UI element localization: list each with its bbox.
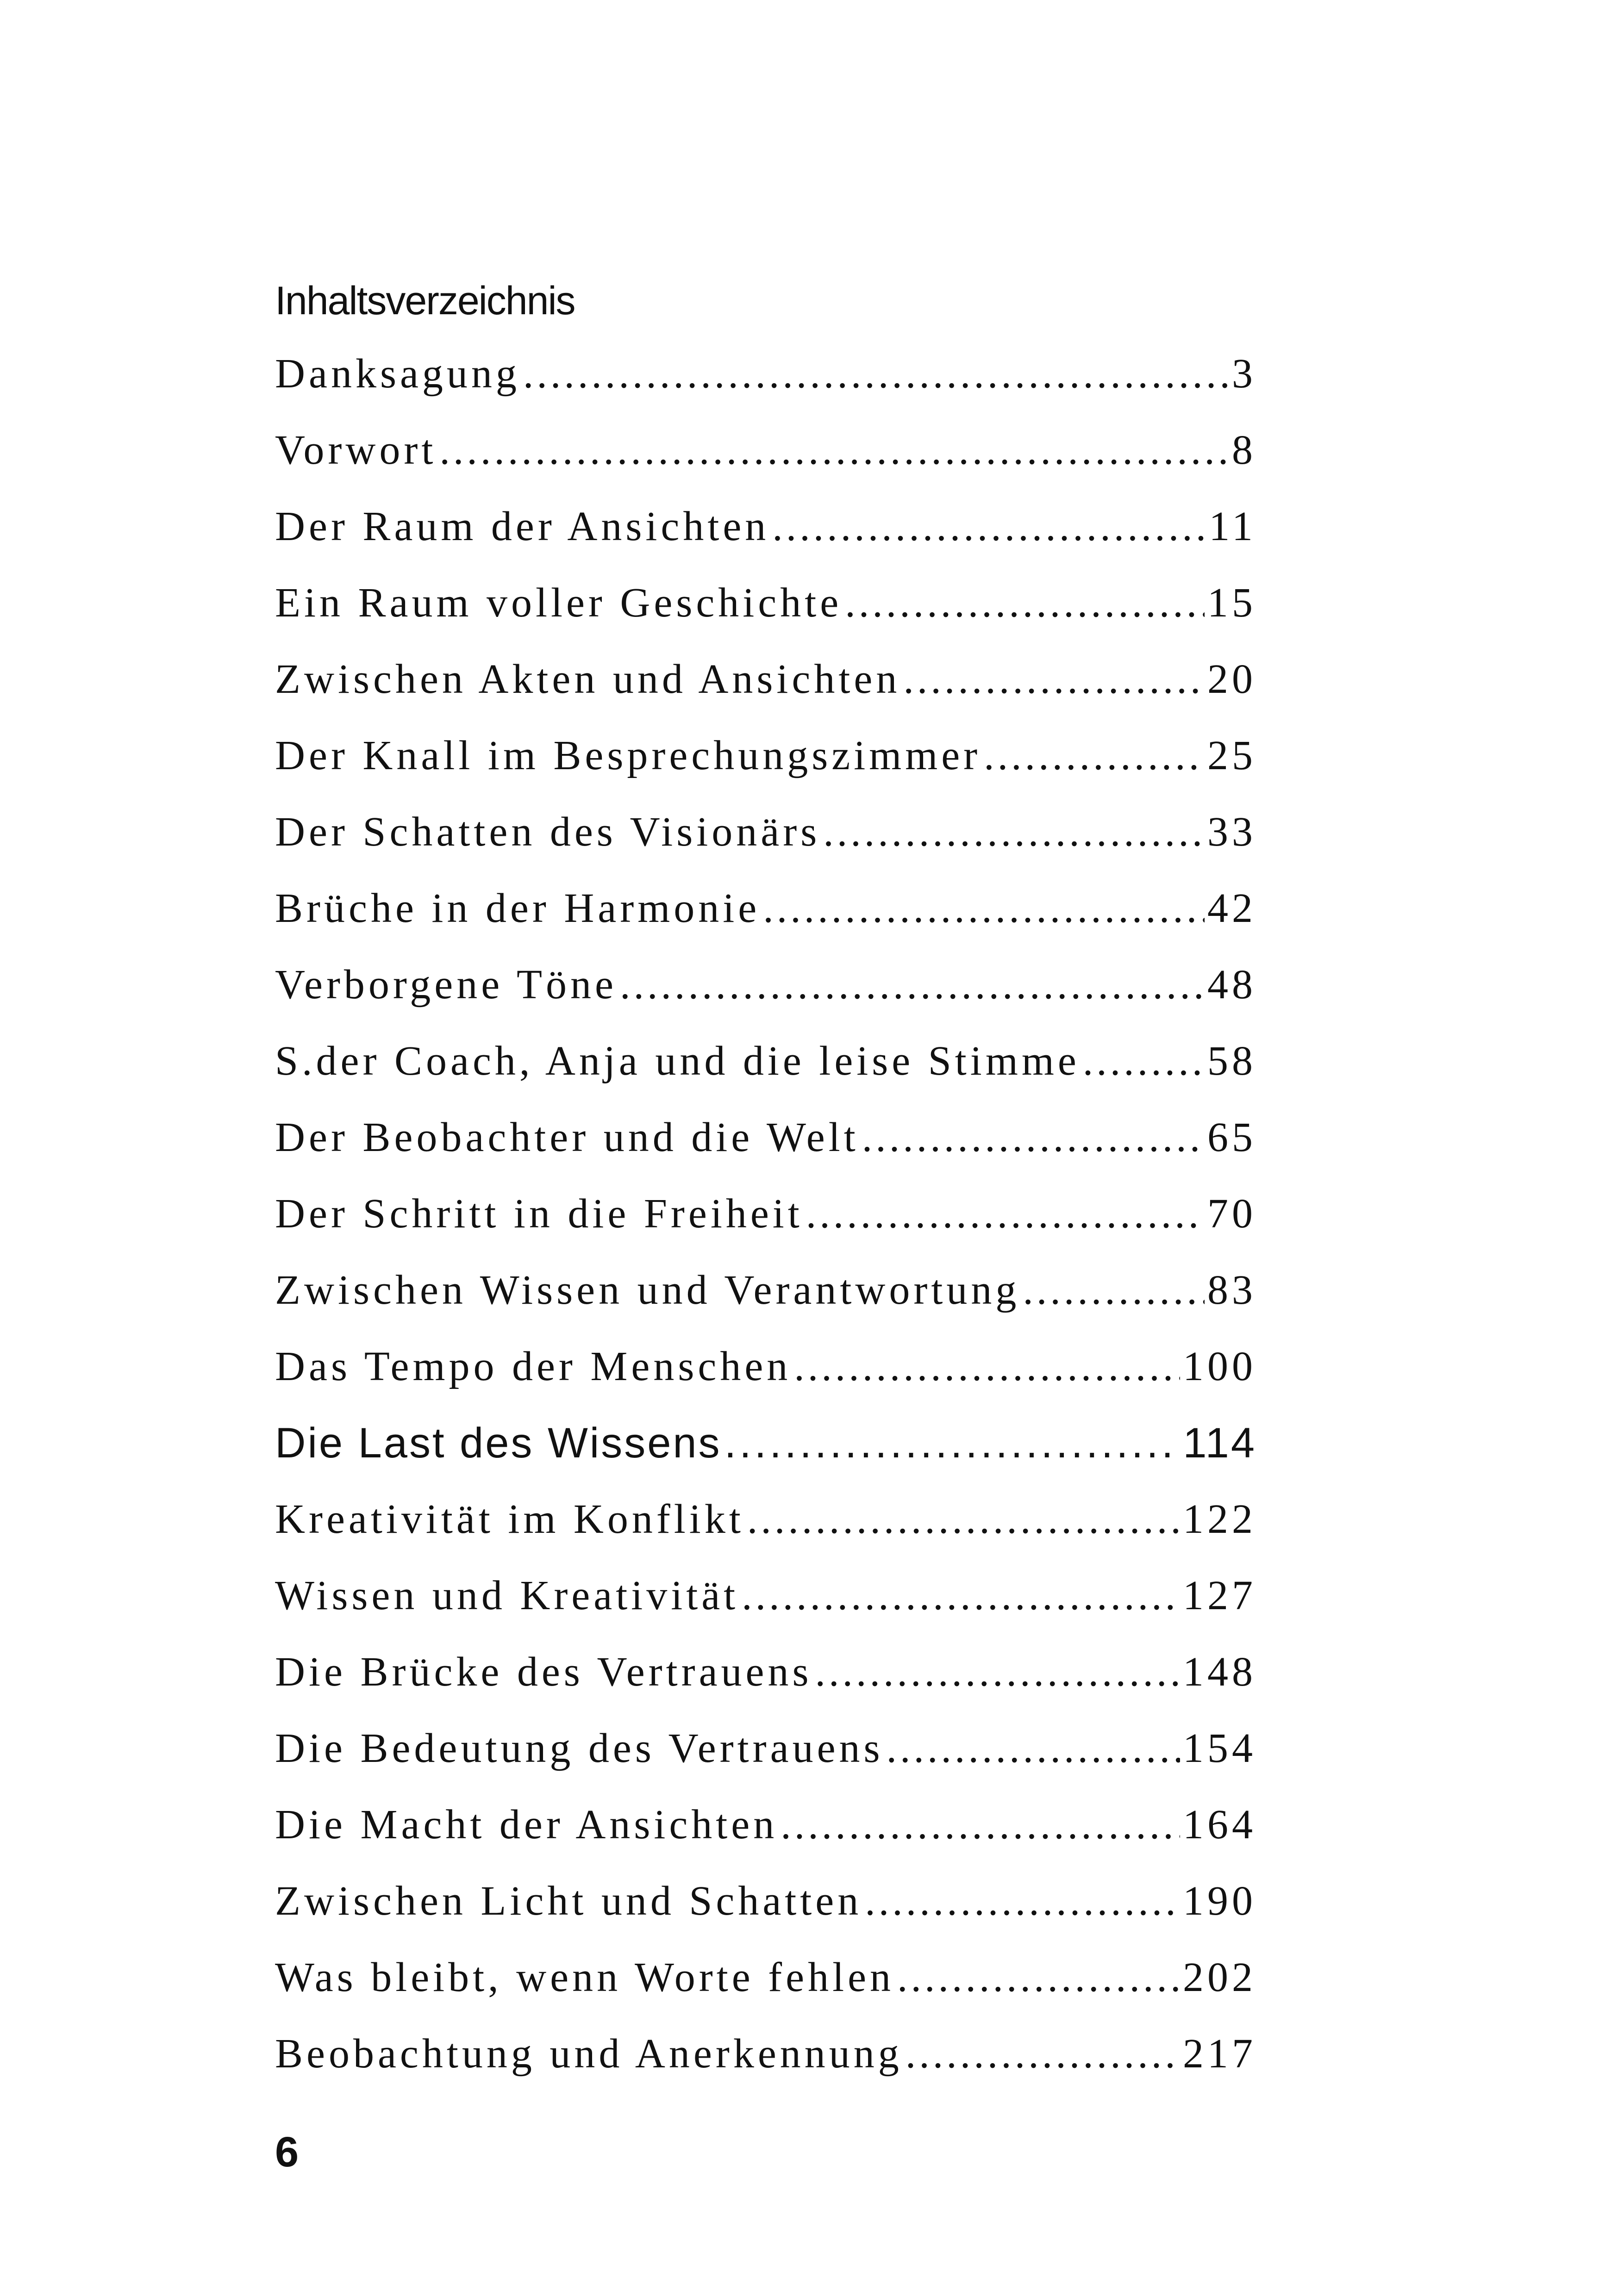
toc-dot-leader	[439, 426, 1229, 474]
toc-entry-page: 83	[1207, 1267, 1256, 1313]
toc-entry	[275, 350, 1256, 426]
toc-entry-title: Zwischen Akten und Ansichten	[275, 656, 901, 702]
toc-entry	[275, 1266, 1256, 1343]
page-number: 6	[275, 2128, 299, 2176]
toc-entry	[275, 732, 1256, 808]
toc-entry-page: 58	[1207, 1038, 1256, 1084]
toc-entry-page: 190	[1183, 1878, 1256, 1924]
toc-dot-leader	[845, 579, 1205, 627]
toc-entry	[275, 1877, 1256, 1954]
toc-dot-leader	[794, 1343, 1180, 1390]
toc-entry-page: 154	[1183, 1725, 1256, 1771]
toc-entry-title: Zwischen Licht und Schatten	[275, 1878, 862, 1924]
toc-entry	[275, 1343, 1256, 1419]
toc-dot-leader	[747, 1495, 1180, 1543]
toc-entry-page: 148	[1183, 1649, 1256, 1695]
toc-dot-leader	[725, 1419, 1181, 1468]
toc-entry	[275, 2030, 1256, 2106]
toc-entry	[275, 1801, 1256, 1877]
toc-entry-title: Danksagung	[275, 351, 520, 397]
toc-dot-leader	[1023, 1266, 1205, 1314]
toc-entry-title: Die Brücke des Vertrauens	[275, 1649, 812, 1695]
toc-entry-page: 48	[1207, 962, 1256, 1008]
toc-entry	[275, 579, 1256, 655]
toc-entry-title: Der Beobachter und die Welt	[275, 1114, 859, 1160]
toc-dot-leader	[806, 1190, 1205, 1238]
toc-entry-title: Der Raum der Ansichten	[275, 504, 770, 549]
toc-dot-leader	[903, 655, 1205, 703]
toc-dot-leader	[620, 961, 1205, 1008]
toc-entry-title: Die Last des Wissens	[275, 1419, 722, 1467]
toc-entry-page: 202	[1183, 1954, 1256, 2000]
toc-dot-leader	[1083, 1037, 1205, 1085]
toc-entry-page: 25	[1207, 733, 1256, 778]
toc-entry-page: 65	[1207, 1114, 1256, 1160]
toc-dot-leader	[781, 1801, 1180, 1848]
toc-entry-page: 127	[1183, 1573, 1256, 1618]
table-of-contents	[275, 350, 1256, 2106]
toc-dot-leader	[862, 1114, 1205, 1161]
toc-entry	[275, 1724, 1256, 1801]
toc-dot-leader	[823, 808, 1205, 856]
toc-dot-leader	[984, 732, 1205, 779]
toc-entry	[275, 503, 1256, 579]
toc-entry-page: 100	[1183, 1344, 1256, 1389]
toc-entry-title: Was bleibt, wenn Worte fehlen	[275, 1954, 895, 2000]
toc-entry-title: Der Schatten des Visionärs	[275, 809, 821, 855]
toc-entry-page: 11	[1209, 504, 1256, 549]
toc-dot-leader	[815, 1648, 1180, 1696]
toc-entry-page: 3	[1232, 351, 1256, 397]
toc-entry-title: Verborgene Töne	[275, 962, 617, 1008]
toc-dot-leader	[906, 2030, 1180, 2078]
toc-dot-leader	[763, 884, 1205, 932]
toc-entry-title: Ein Raum voller Geschichte	[275, 580, 843, 626]
toc-entry-page: 164	[1183, 1802, 1256, 1848]
toc-entry-title: Wissen und Kreativität	[275, 1573, 739, 1618]
toc-entry	[275, 1648, 1256, 1724]
toc-entry-page: 70	[1207, 1191, 1256, 1237]
toc-entry-page: 217	[1183, 2031, 1256, 2077]
toc-entry-title: Die Macht der Ansichten	[275, 1802, 778, 1848]
toc-entry-title: Beobachtung und Anerkennung	[275, 2031, 903, 2077]
toc-entry	[275, 808, 1256, 884]
toc-entry-page: 114	[1183, 1419, 1256, 1467]
toc-entry-title: Zwischen Wissen und Verantwortung	[275, 1267, 1020, 1313]
toc-heading: Inhaltsverzeichnis	[275, 279, 575, 323]
toc-entry-page: 8	[1232, 427, 1256, 473]
toc-dot-leader	[897, 1954, 1180, 2001]
toc-entry-page: 20	[1207, 656, 1256, 702]
toc-entry-title: Der Knall im Besprechungszimmer	[275, 733, 981, 778]
toc-entry-title: Der Schritt in die Freiheit	[275, 1191, 803, 1237]
toc-entry-title: S.der Coach, Anja und die leise Stimme	[275, 1038, 1080, 1084]
toc-entry-title: Die Bedeutung des Vertrauens	[275, 1725, 884, 1771]
toc-entry	[275, 426, 1256, 503]
toc-entry	[275, 884, 1256, 961]
toc-entry-page: 15	[1207, 580, 1256, 626]
toc-entry-title: Brüche in der Harmonie	[275, 885, 761, 931]
toc-entry	[275, 1190, 1256, 1266]
toc-entry-page: 33	[1207, 809, 1256, 855]
toc-entry	[275, 1037, 1256, 1114]
toc-entry	[275, 1954, 1256, 2030]
toc-dot-leader	[865, 1877, 1180, 1925]
toc-entry-page: 42	[1207, 885, 1256, 931]
toc-dot-leader	[742, 1572, 1180, 1619]
toc-dot-leader	[772, 503, 1206, 550]
toc-entry-title: Das Tempo der Menschen	[275, 1344, 792, 1389]
toc-entry-title: Vorwort	[275, 427, 437, 473]
toc-entry	[275, 1495, 1256, 1572]
toc-entry	[275, 1572, 1256, 1648]
toc-entry	[275, 1114, 1256, 1190]
toc-entry-title: Kreativität im Konflikt	[275, 1496, 744, 1542]
toc-entry	[275, 655, 1256, 732]
toc-dot-leader	[523, 350, 1229, 398]
toc-entry	[275, 1419, 1256, 1495]
toc-entry	[275, 961, 1256, 1037]
toc-entry-page: 122	[1183, 1496, 1256, 1542]
toc-dot-leader	[887, 1724, 1180, 1772]
